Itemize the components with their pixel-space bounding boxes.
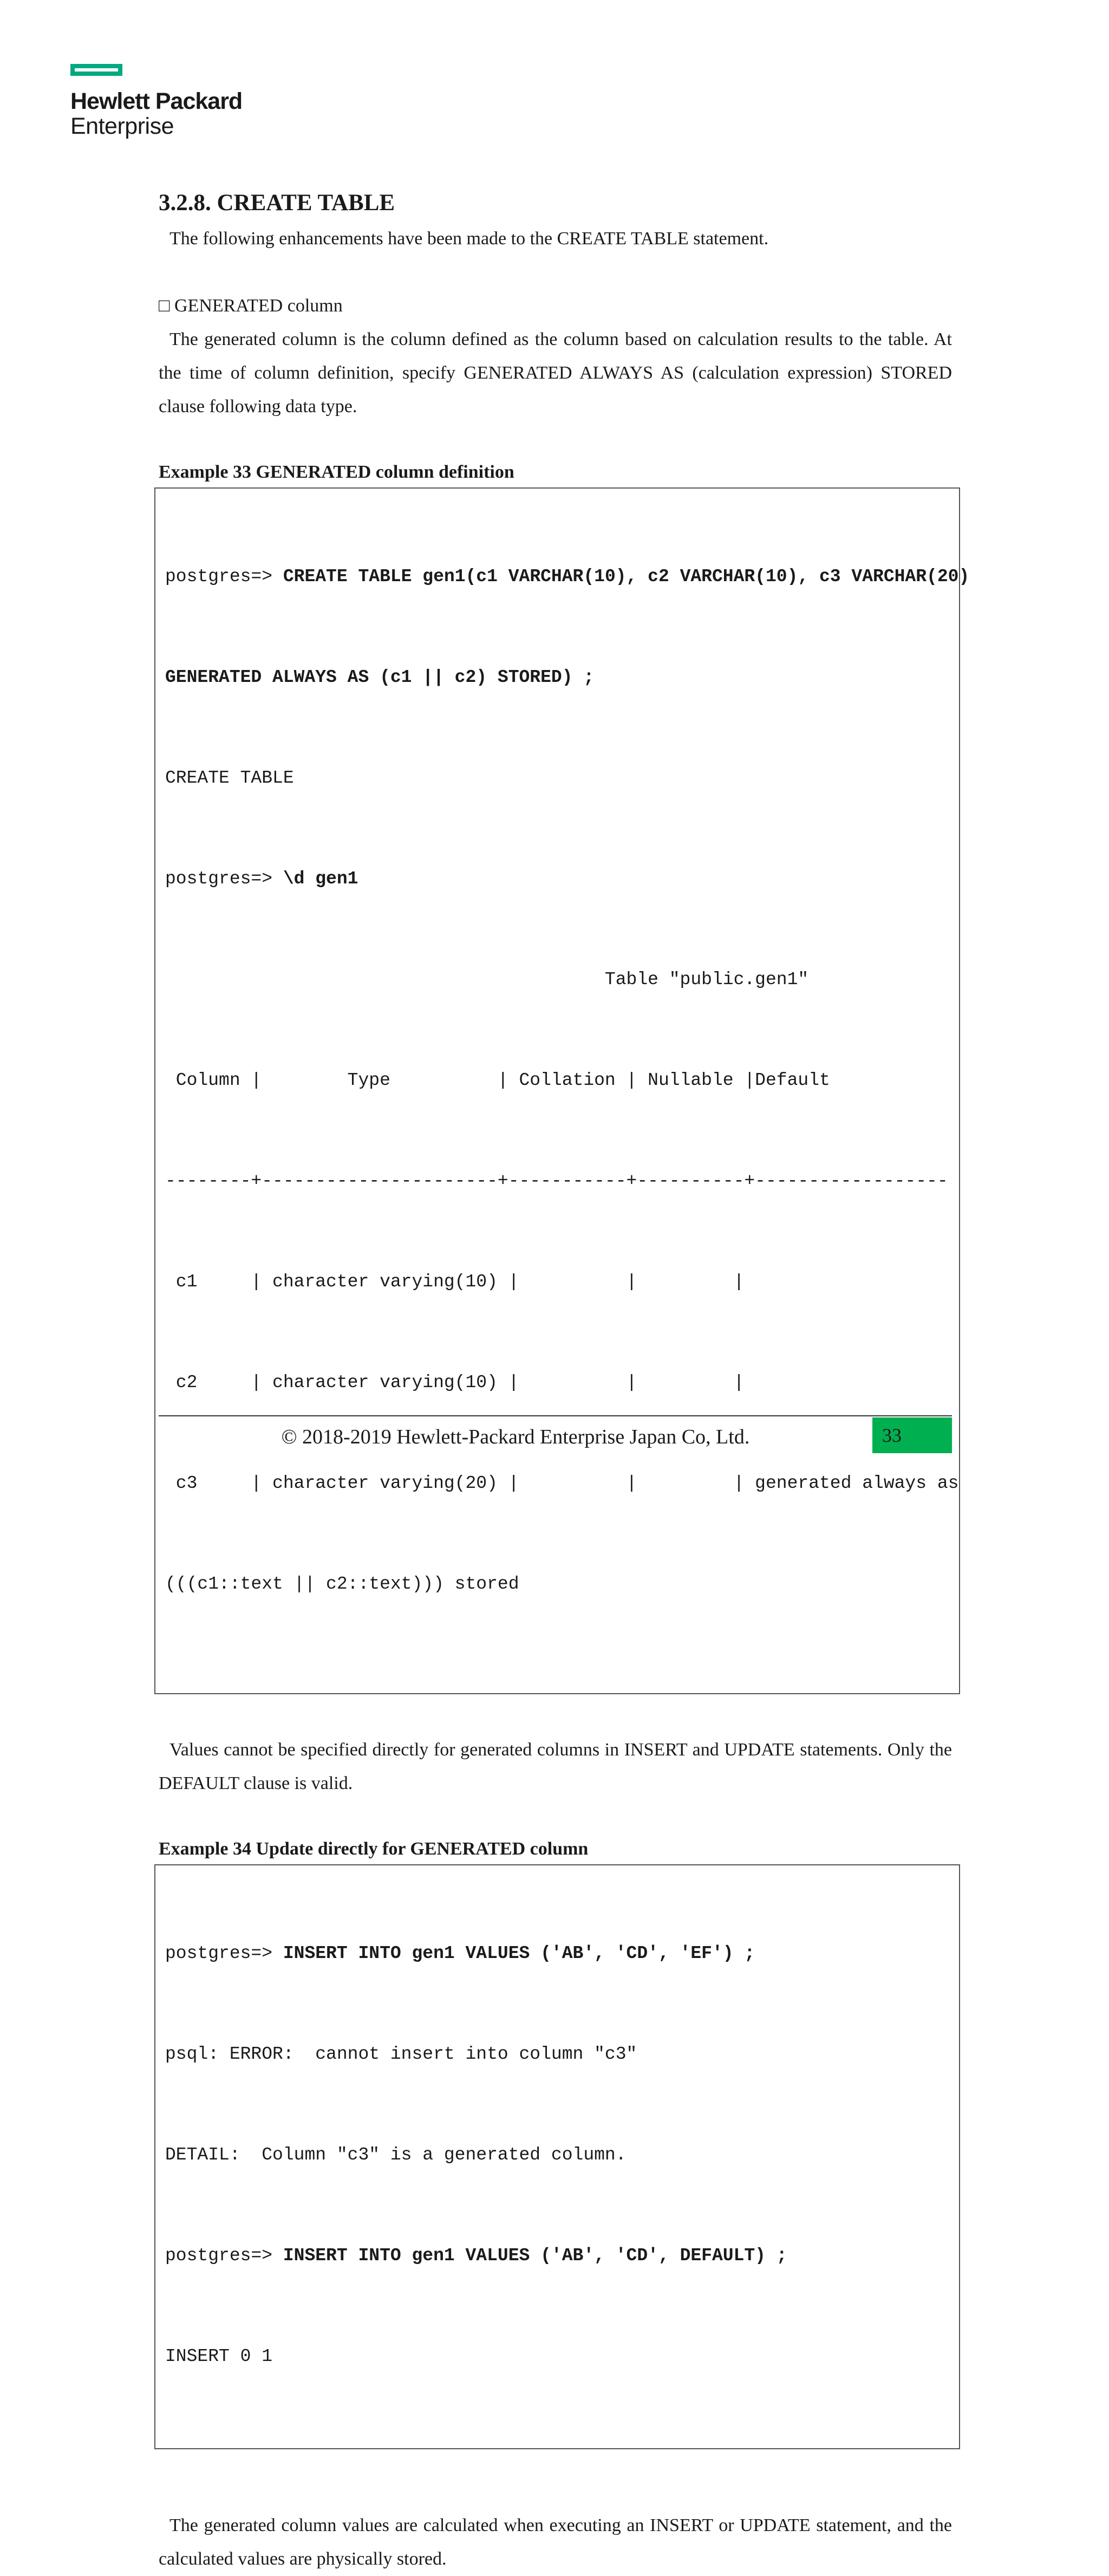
- example-33-caption: Example 33 GENERATED column definition: [159, 462, 514, 482]
- code-line: c1 | character varying(10) | | |: [165, 1272, 745, 1292]
- code-line: DETAIL: Column "c3" is a generated column.: [165, 2145, 627, 2165]
- code-line: postgres=> CREATE TABLE gen1(c1 VARCHAR(10), c2 VARCHAR(10), c3 VARCHAR(20): [165, 567, 970, 587]
- code-line: --------+----------------------+-----------+----------+------------------: [165, 1171, 948, 1191]
- logo-text-line1: Hewlett Packard: [70, 88, 243, 114]
- example-34-caption: Example 34 Update directly for GENERATED column: [159, 1839, 589, 1859]
- code-line: postgres=> INSERT INTO gen1 VALUES ('AB', 'CD', 'EF') ;: [165, 1943, 755, 1963]
- code-line: postgres=> \d gen1: [165, 869, 358, 889]
- code-line: psql: ERROR: cannot insert into column "c3": [165, 2044, 637, 2064]
- example-33-code-box: [154, 487, 970, 1694]
- example-34-code-box: [154, 1864, 960, 2449]
- generated-column-insert-note: Values cannot be specified directly for generated columns in INSERT and UPDATE statements. Only the DEFAULT clause is valid.: [159, 1740, 952, 1793]
- hpe-logo: [70, 64, 242, 139]
- logo-text-line2: Enterprise: [70, 113, 174, 139]
- section-intro: The following enhancements have been made to the CREATE TABLE statement.: [169, 229, 769, 249]
- code-line: c3 | character varying(20) | | | generated always as: [165, 1473, 959, 1493]
- code-line: CREATE TABLE: [165, 768, 294, 788]
- code-line: INSERT 0 1: [165, 2346, 273, 2366]
- footer-copyright: © 2018-2019 Hewlett-Packard Enterprise Japan Co, Ltd.: [281, 1426, 750, 1448]
- page-content: [159, 184, 970, 2576]
- page-number: 33: [872, 1417, 952, 1453]
- bullet-generated-column: □ GENERATED column: [159, 296, 343, 316]
- code-line: GENERATED ALWAYS AS (c1 || c2) STORED) ;: [165, 667, 595, 687]
- code-line: (((c1::text || c2::text))) stored: [165, 1574, 519, 1594]
- generated-column-description: The generated column is the column defined as the column based on calculation results to the table. At the time of column definition, specify GENERATED ALWAYS AS (calculation expression) STORED clause following data type.: [159, 329, 952, 417]
- code-line: Table "public.gen1": [165, 970, 809, 990]
- code-line: Column | Type | Collation | Nullable |Default: [165, 1070, 830, 1090]
- footer-divider: [159, 1415, 952, 1416]
- code-line: c2 | character varying(10) | | |: [165, 1372, 745, 1393]
- logo-mark: [70, 64, 122, 76]
- section-title: 3.2.8. CREATE TABLE: [159, 190, 395, 216]
- generated-column-storage-note: The generated column values are calculated when executing an INSERT or UPDATE statement, and the calculated values are physically stored.: [159, 2515, 952, 2569]
- code-line: postgres=> INSERT INTO gen1 VALUES ('AB', 'CD', DEFAULT) ;: [165, 2246, 787, 2266]
